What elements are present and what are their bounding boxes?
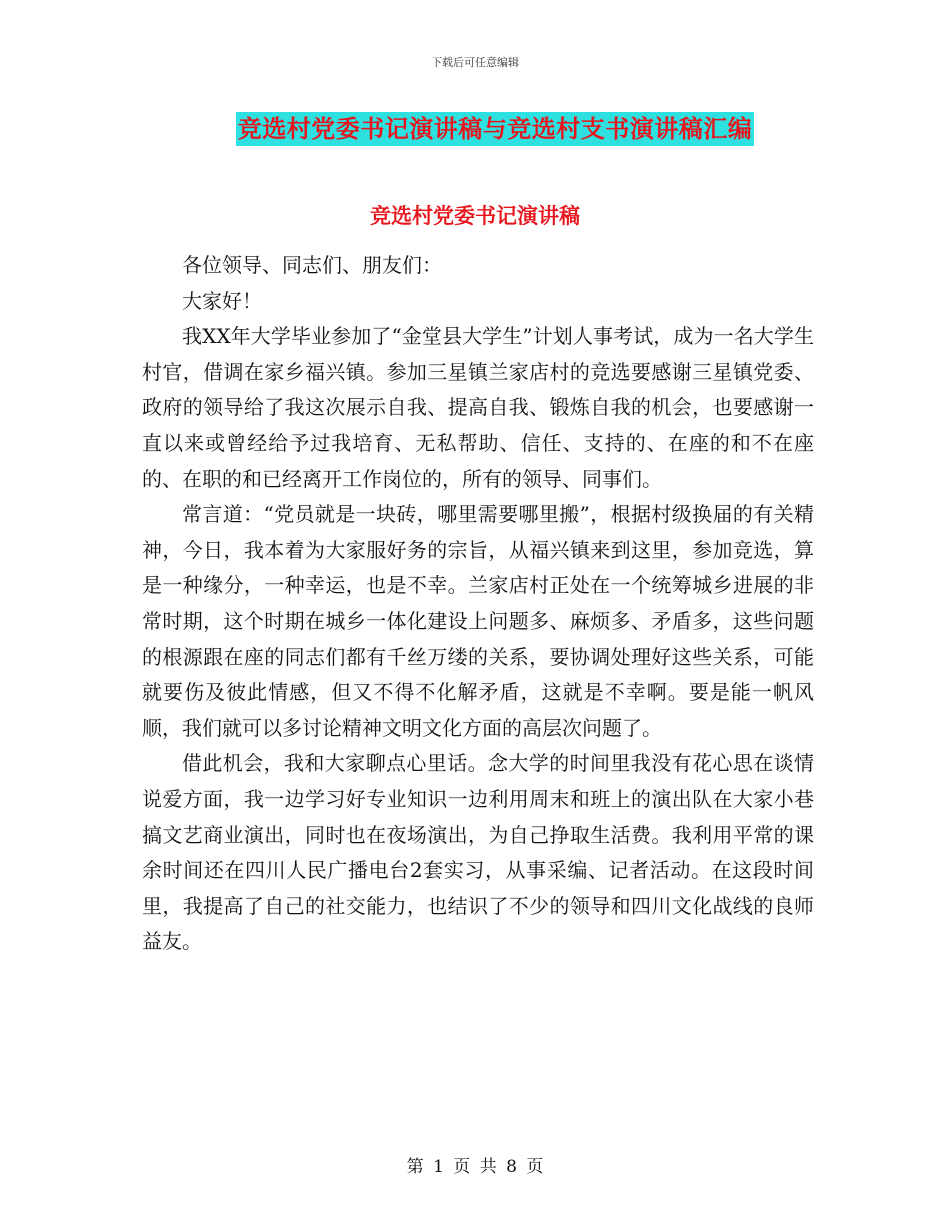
document-body bbox=[142, 248, 814, 960]
body-paragraph: 我XX年大学毕业参加了“金堂县大学生”计划人事考试，成为一名大学生村官，借调在家乡福兴镇。参加三星镇兰家店村的竞选要感谢三星镇党委、政府的领导给了我这次展示自我、提高自我、锻炼自我的机会，也要感谢一直以来或曾经给予过我培育、无私帮助、信任、支持的、在座的和不在座的、在职的和已经离开工作岗位的，所有的领导、同事们。 bbox=[142, 324, 814, 491]
page-number-footer: 第 1 页 共 8 页 bbox=[406, 1157, 544, 1177]
document-title: 竞选村党委书记演讲稿与竞选村支书演讲稿汇编 bbox=[236, 112, 755, 146]
header-note: 下载后可任意编辑 bbox=[431, 56, 519, 69]
body-paragraph: 借此机会，我和大家聊点心里话。念大学的时间里我没有花心思在谈情说爱方面，我一边学习好专业知识一边利用周末和班上的演出队在大家小巷搞文艺商业演出，同时也在夜场演出，为自己挣取生活费。我利用平常的课余时间还在四川人民广播电台2套实习，从事采编、记者活动。在这段时间里，我提高了自己的社交能力，也结识了不少的领导和四川文化战线的良师益友。 bbox=[142, 751, 814, 954]
salutation-paragraph: 各位领导、同志们、朋友们： bbox=[182, 253, 442, 277]
greeting-paragraph: 大家好！ bbox=[182, 288, 262, 313]
body-paragraph: 常言道：“党员就是一块砖，哪里需要哪里搬”，根据村级换届的有关精神，今日，我本着为大家服好务的宗旨，从福兴镇来到这里，参加竞选，算是一种缘分，一种幸运，也是不幸。兰家店村正处在一个统筹城乡进展的非常时期，这个时期在城乡一体化建设上问题多、麻烦多、矛盾多，这些问题的根源跟在座的同志们都有千丝万缕的关系，要协调处理好这些关系，可能就要伤及彼此情感，但又不得不化解矛盾，这就是不幸啊。要是能一帆风顺，我们就可以多讨论精神文明文化方面的高层次问题了。 bbox=[142, 502, 814, 740]
section-title: 竞选村党委书记演讲稿 bbox=[370, 204, 580, 228]
document-title-container bbox=[0, 112, 950, 146]
